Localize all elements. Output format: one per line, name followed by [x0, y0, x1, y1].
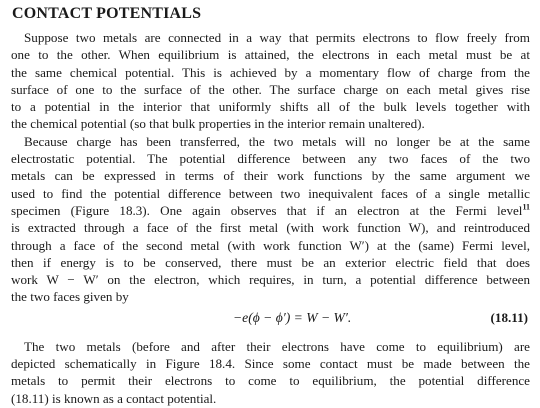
- text-line: The two metals (before and after their electrons have come to equilibrium) are: [24, 338, 530, 354]
- paragraph-1: [11, 29, 530, 133]
- text-line: then if energy is to be conserved, there must be an exterior electric field that does: [11, 254, 530, 270]
- text-line-content: specimen (Figure 18.3). One again observes that if an electron at the Fermi level: [11, 202, 523, 218]
- text-line: work W − W′ on the electron, which requires, in turn, a potential difference between: [11, 272, 530, 288]
- text-line: the chemical potential (so that bulk properties in the interior remain unaltered).: [11, 116, 425, 132]
- text-line: metals can be expressed in terms of their work functions by the same argument we: [11, 168, 530, 184]
- footnote-marker: 11: [522, 202, 530, 212]
- text-line: through a face of the second metal (with work function W′) at the (same) Fermi level,: [11, 237, 530, 253]
- text-line: one to the other. When equilibrium is attained, the electrons in each metal must be at: [11, 47, 530, 63]
- text-line: used to find the potential difference between two inequivalent faces of a single metallic: [11, 185, 530, 201]
- text-line: (18.11) is known as a contact potential.: [11, 390, 217, 406]
- paragraph-2: [11, 133, 530, 306]
- text-line: is extracted through a face of the first metal (with work function W), and reintroduced: [11, 220, 530, 236]
- text-line: the same chemical potential. This is achieved by a momentary flow of charge from the: [11, 64, 530, 80]
- text-line: depicted schematically in Figure 18.4. Since some contact must be made between the: [11, 356, 530, 372]
- equation-row: [11, 308, 530, 327]
- equation-number: (18.11): [490, 309, 528, 325]
- text-line: electrostatic potential. The potential difference between any two faces of the two: [11, 151, 530, 167]
- text-line: to a potential in the interior that uniformly shifts all of the bulk levels together with: [11, 99, 530, 115]
- equation: −e(ϕ − ϕ′) = W − W′.: [233, 309, 352, 325]
- section-heading: CONTACT POTENTIALS: [12, 5, 202, 22]
- text-line: Because charge has been transferred, the two metals will no longer be at the same: [24, 133, 530, 149]
- text-line-with-footnote: [11, 202, 530, 219]
- paragraph-gap: [11, 330, 530, 338]
- text-line: Suppose two metals are connected in a way that permits electrons to flow freely from: [24, 30, 530, 45]
- text-line: the two faces given by: [11, 289, 129, 305]
- paragraph-3: [11, 338, 530, 407]
- text-line: metals to permit their electrons to come to equilibrium, the potential difference: [11, 373, 530, 389]
- text-line: surface of one to the surface of the other. The surface charge on each metal gives rise: [11, 81, 530, 97]
